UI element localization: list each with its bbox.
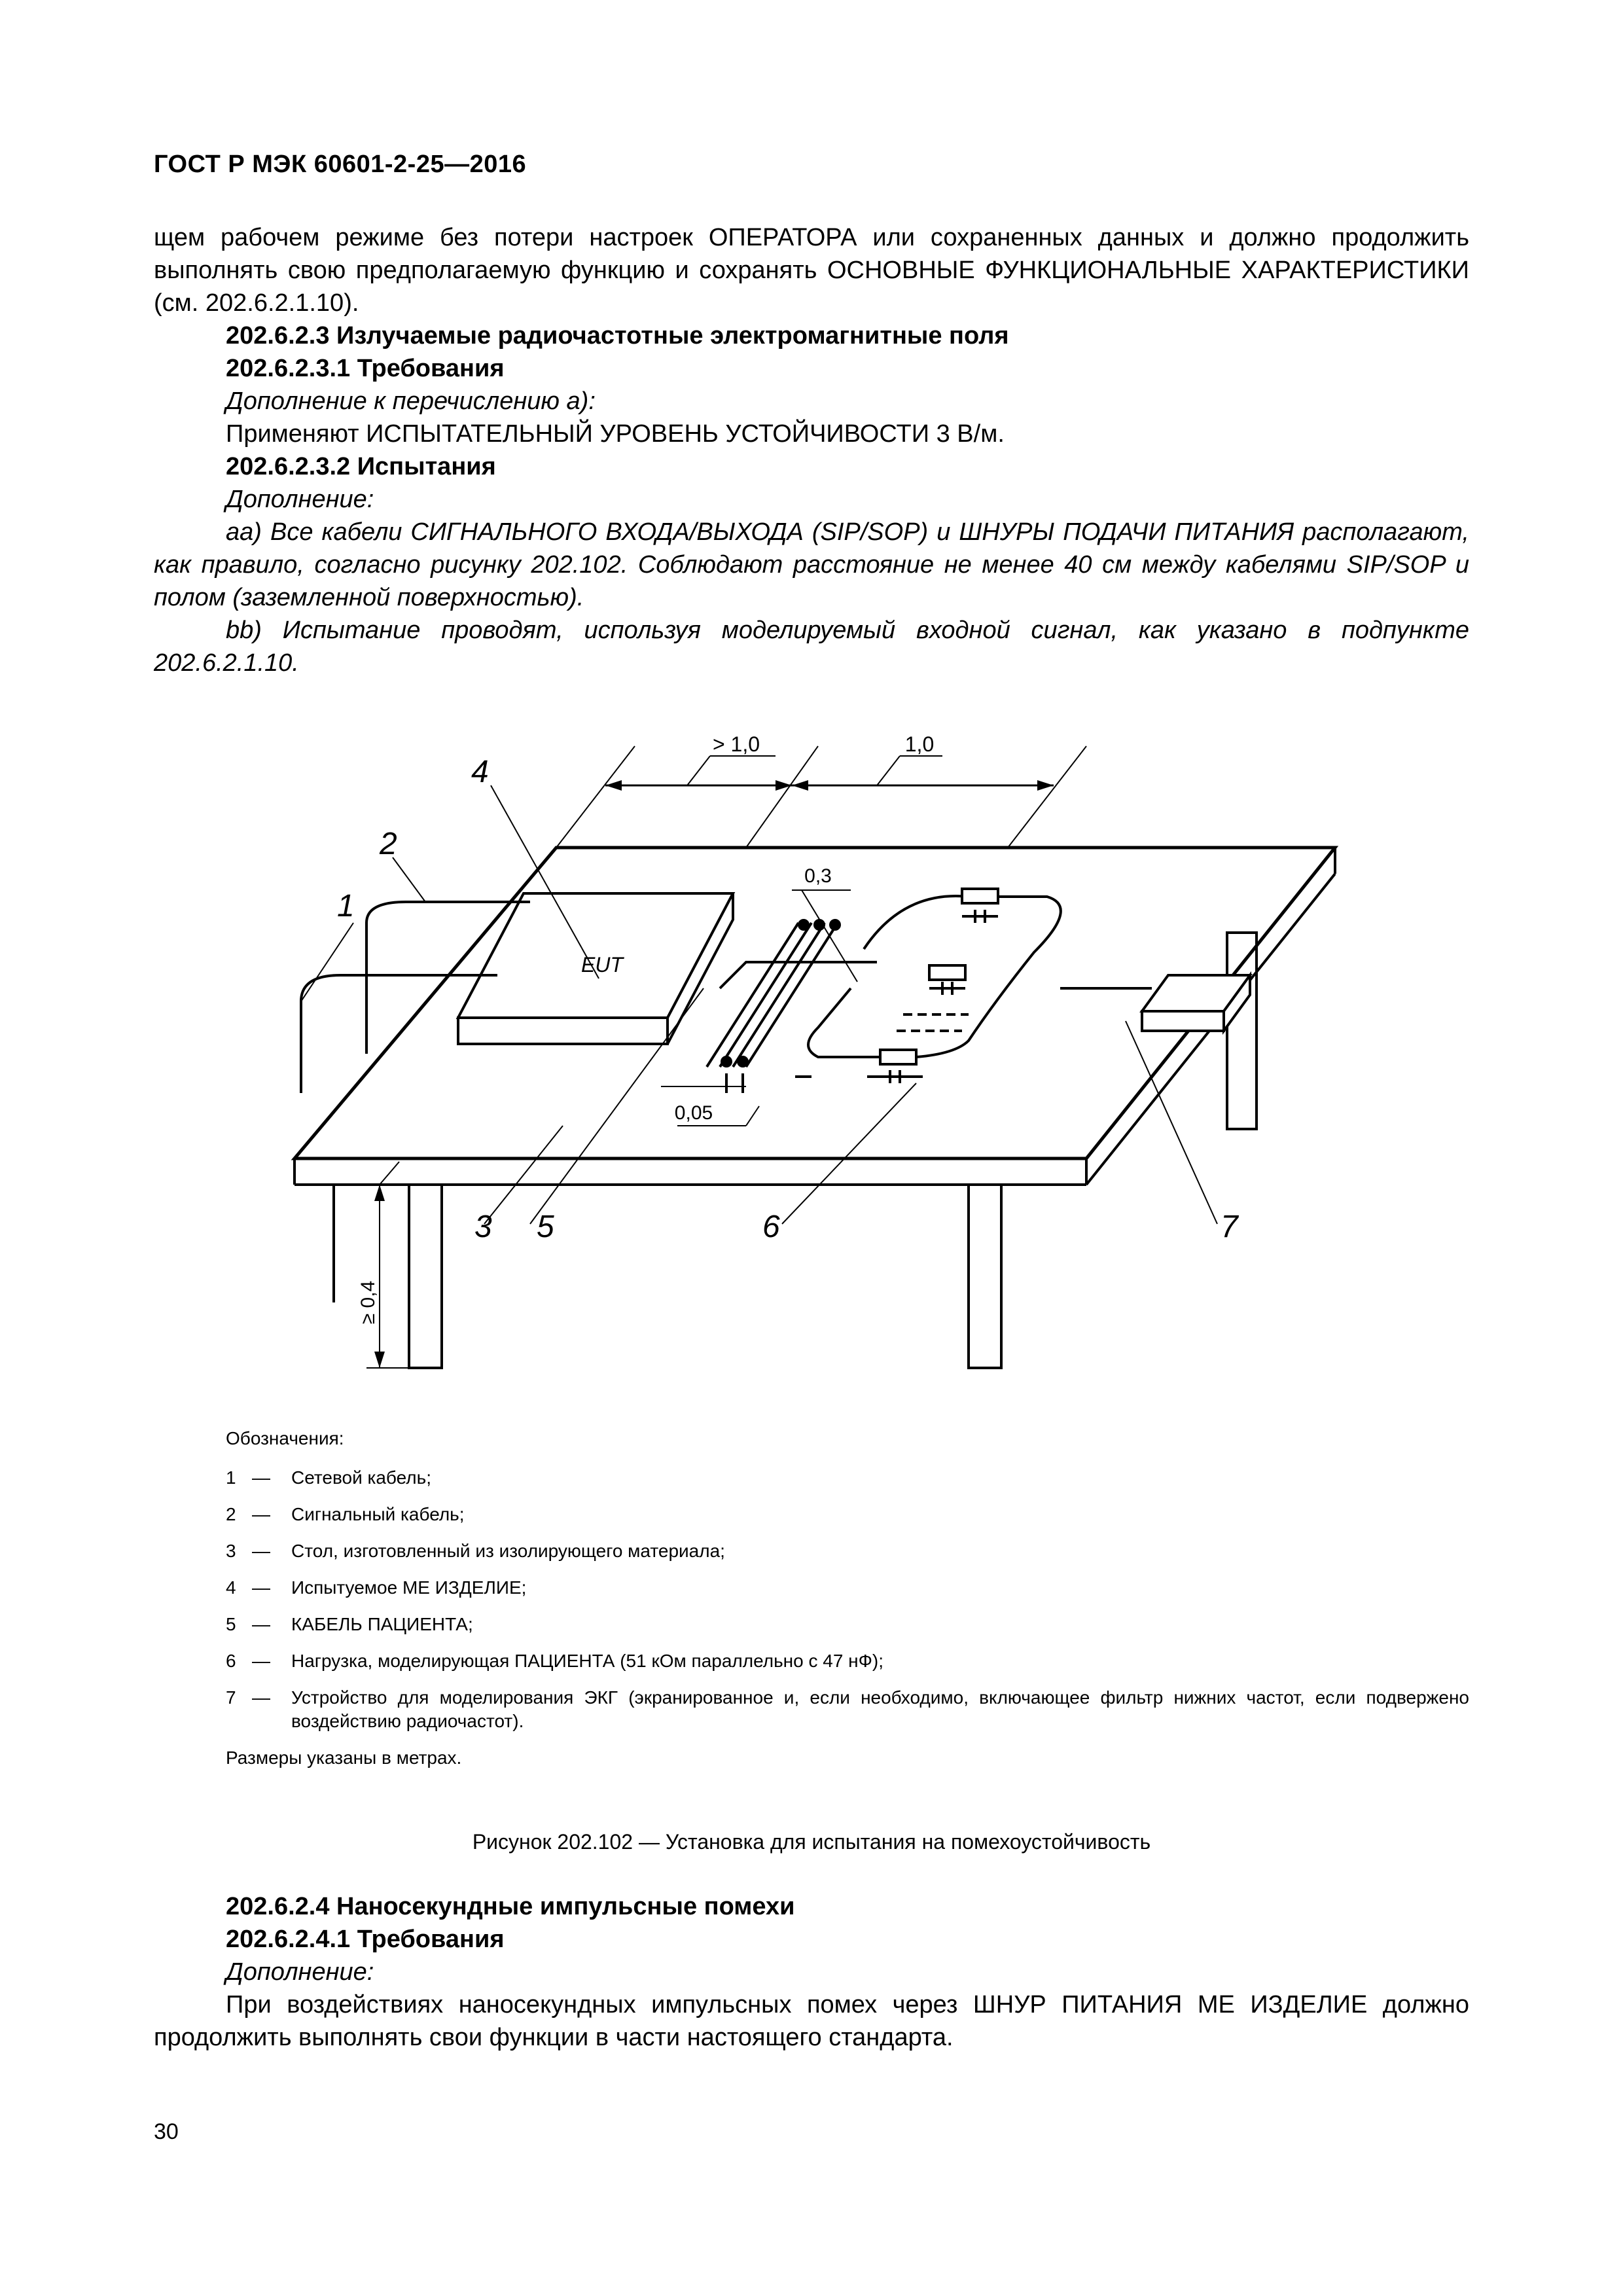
- figure-caption: Рисунок 202.102 — Установка для испытания на помехоустойчивость: [472, 1830, 1151, 1854]
- legend-item: [226, 1613, 1469, 1636]
- dim-1-0: 1,0: [904, 732, 935, 756]
- dim-0-05: 0,05: [674, 1102, 713, 1124]
- legend-dash: —: [252, 1577, 270, 1598]
- section-heading-202-6-2-4-1: 202.6.2.4.1 Требования: [226, 1926, 505, 1953]
- legend-item-text: Испытуемое МЕ ИЗДЕЛИЕ;: [291, 1577, 527, 1598]
- paragraph-immunity-level: Применяют ИСПЫТАТЕЛЬНЫЙ УРОВЕНЬ УСТОЙЧИВОСТИ 3 В/м.: [226, 420, 1005, 448]
- legend-item-text: КАБЕЛЬ ПАЦИЕНТА;: [291, 1614, 473, 1634]
- paragraph-bb: bb) Испытание проводят, используя моделируемый входной сигнал, как указано в подпункте 202.6.2.1.10.: [154, 617, 1469, 677]
- addition-label-2: Дополнение:: [226, 486, 374, 513]
- page-number: 30: [154, 2119, 179, 2144]
- callout-5: 5: [537, 1210, 554, 1244]
- legend-item-number: 1: [226, 1467, 236, 1488]
- callout-6: 6: [762, 1210, 780, 1244]
- legend-dash: —: [252, 1504, 270, 1524]
- legend-dash: —: [252, 1687, 270, 1708]
- legend-item-number: 7: [226, 1687, 236, 1708]
- dim-gt-1-0: > 1,0: [712, 732, 760, 756]
- legend-item: [226, 1686, 1469, 1733]
- callout-1: 1: [337, 889, 355, 924]
- section-heading-202-6-2-4: 202.6.2.4 Наносекундные импульсные помехи: [226, 1893, 795, 1920]
- legend-item-text: Сигнальный кабель;: [291, 1504, 465, 1524]
- legend-item: [226, 1576, 1469, 1600]
- legend-item-text: Нагрузка, моделирующая ПАЦИЕНТА (51 кОм параллельно с 47 нФ);: [291, 1651, 884, 1671]
- legend-dash: —: [252, 1651, 270, 1671]
- section-heading-202-6-2-3: 202.6.2.3 Излучаемые радиочастотные электромагнитные поля: [226, 322, 1009, 350]
- legend-dash: —: [252, 1614, 270, 1634]
- section-heading-202-6-2-3-2: 202.6.2.3.2 Испытания: [226, 453, 496, 480]
- bottom-text: [154, 1890, 1469, 2054]
- callout-4: 4: [471, 755, 489, 789]
- legend-dash: —: [252, 1467, 270, 1488]
- legend-item-text: Сетевой кабель;: [291, 1467, 432, 1488]
- eut-label: EUT: [581, 953, 623, 977]
- legend-item-text: Стол, изготовленный из изолирующего материала;: [291, 1541, 725, 1561]
- callout-3: 3: [474, 1210, 492, 1244]
- legend-item-number: 6: [226, 1651, 236, 1671]
- legend-item-number: 5: [226, 1614, 236, 1634]
- legend-title: Обозначения:: [226, 1428, 344, 1448]
- addition-label: Дополнение к перечислению а):: [226, 387, 596, 415]
- figure-test-setup: [275, 726, 1348, 1381]
- dim-ge-0-4: ≥ 0,4: [357, 1280, 379, 1325]
- legend-item-number: 2: [226, 1504, 236, 1524]
- legend-item: [226, 1466, 1469, 1490]
- test-setup-diagram: [275, 726, 1348, 1381]
- body-text: [154, 221, 1469, 679]
- legend-item: [226, 1649, 1469, 1673]
- figure-legend: [226, 1427, 1469, 1770]
- dim-0-3: 0,3: [804, 865, 832, 887]
- paragraph-aa: аа) Все кабели СИГНАЛЬНОГО ВХОДА/ВЫХОДА (SIP/SOP) и ШНУРЫ ПОДАЧИ ПИТАНИЯ располагают, как правило, согласно рисунку 202.102. Соблюдают расстояние не менее 40 см между кабелями SIP/SOP и полом (заземленной поверхностью).: [154, 518, 1469, 611]
- paragraph-burst-immunity: При воздействиях наносекундных импульсных помех через ШНУР ПИТАНИЯ МЕ ИЗДЕЛИЕ должно продолжить выполнять свои функции в части настоящего стандарта.: [154, 1991, 1469, 2051]
- table-leg-front-right: [969, 1185, 1001, 1368]
- legend-dash: —: [252, 1541, 270, 1561]
- dimensions-note: Размеры указаны в метрах.: [226, 1748, 462, 1768]
- addition-label-3: Дополнение:: [226, 1958, 374, 1986]
- paragraph-continuation: щем рабочем режиме без потери настроек ОПЕРАТОРА или сохраненных данных и должно продолжить выполнять свою предполагаемую функцию и сохранять ОСНОВНЫЕ ФУНКЦИОНАЛЬНЫЕ ХАРАКТЕРИСТИКИ (см. 202.6.2.1.10).: [154, 224, 1469, 317]
- legend-item-number: 3: [226, 1541, 236, 1561]
- section-heading-202-6-2-3-1: 202.6.2.3.1 Требования: [226, 355, 505, 382]
- table-leg-front-left: [409, 1185, 442, 1368]
- legend-item-text: Устройство для моделирования ЭКГ (экранированное и, если необходимо, включающее фильтр нижних частот, если подвержено воздействию радиочастот).: [291, 1687, 1469, 1731]
- legend-item-number: 4: [226, 1577, 236, 1598]
- callout-2: 2: [380, 827, 397, 861]
- callout-7: 7: [1221, 1210, 1238, 1244]
- legend-item: [226, 1503, 1469, 1526]
- page-header-standard-title: ГОСТ Р МЭК 60601-2-25—2016: [154, 151, 527, 178]
- legend-item: [226, 1539, 1469, 1563]
